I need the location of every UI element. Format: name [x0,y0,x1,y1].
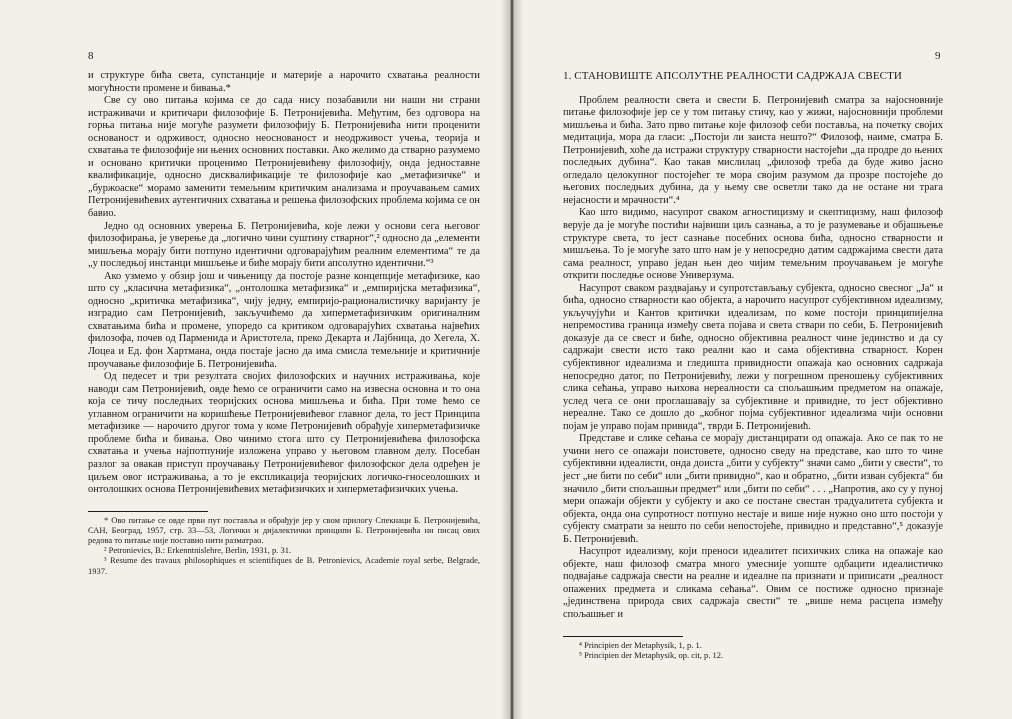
page-number-left: 8 [88,50,94,62]
left-footnote-rule [88,511,208,512]
left-paragraph-4: Ако узмемо у обзир још и чињеницу да постоје разне концепције метафизике, као што су „класична метафизика“, „онтолошка метафизика“ и „емпиријска метафизика“, односно „критичка метафизика“, чију једну, емпиријо-рационалистичку варијанту је изградио сам Петронијевић, закључићемо да хиперметафизичким оригиналним схватањима бића и промене, упоредо са критиком одговарајућих схватања највећих филозофа, почев од Парменида и Аристотела, преко Декарта и Лајбница, до Хегела, Х. Лоцеа и Ед. фон Хартмана, онда постаје јасно да има смисла темељније и критичније проучавање филозофије Б. Петронијевића. [88,270,480,370]
right-footnote-4: ⁴ Principien der Metaphysik, 1, p. 1. [579,639,702,650]
left-page [0,0,501,719]
left-paragraph-1: и структуре бића света, супстанције и материје а нарочито схватања реалности могућности промене и бивања.* [88,70,480,94]
left-paragraph-3: Једно од основних уверења Б. Петронијевића, које лежи у основи сега његовог филозофирања, је уверење да „логично чини суштину стварног“,² односно да „елементи мишљења морају бити потпуно идентични одговарајућим реалним елементима“ те да „у последњој инстанци мишљење и биће морају бити апсолутно идентични.“³ [88,220,480,270]
right-footnotes [563,640,943,660]
right-paragraph-5: Насупрот идеализму, који преноси идеалитет психичких слика на опажаје као објекте, наш филозоф сматра много умесније уопште одбацити идеалистичко подвајање садржаја свести на реалне и идеалне па признати и приписати „реалност опажених предмета и сликама сећања“. Овим се постиже односно признаје „јединствена природа свих садржаја свести“ те „више нема расцепа између спољашњег и [563,546,943,620]
left-text-block [88,70,480,576]
left-paragraph-5: Од педесет и три резултата својих филозофских и научних истраживања, које наводи сам Петронијевић, овде ћемо се ограничити само на извесна основна и то она која се тичу последњих теоријских основа мишљења и бића. При томе ћемо се углавном ограничити на коришћење Петронијевићевог главног дела, то јест Принципа метафизике — нарочито другог тома у коме Петронијевић обрађује хиперметафизичке проблеме бића и бивања. Ово чинимо стога што су Петронијевићева филозофска схватања и учења најпотпуније изложена управо у његовом главном делу. Посебан разлог за овакав приступ проучавању Петронијевићевог филозофског дела одређен је циљем овог истраживања, а то је експликација теоријских логичко-гносеолошких и онтолошких основа Петронијевићевих метафизичких и хиперметафизичких учења. [88,371,480,496]
right-page [523,0,1012,719]
book-gutter [501,0,523,719]
page-number-right: 9 [935,50,941,62]
right-footnote-rule [563,636,683,637]
right-paragraph-2: Као што видимо, насупрот сваком агностицизму и скептицизму, наш филозоф верује да је могуће постићи највиши циљ сазнања, а то је разумевање и објашњење структуре света, то јест сазнање посебних основа бића, односно стварности и мишљења. То је могуће зато што нам је у непосредно датим садржајима свести дата сама реалност, управо један њен део чијим темељним проучавањем је могуће открити последње основе Универзума. [563,207,943,282]
left-footnotes [88,515,480,576]
left-footnote-2: ² Petronievics, B.: Erkenntnislehre, Berlin, 1931, p. 31. [104,545,292,556]
right-footnote-5: ⁵ Principien der Metaphysik, op. cit, p. 12. [579,649,724,660]
right-text-block [563,70,943,660]
left-paragraph-2: Све су ово питања којима се до сада нису позабавили ни наши ни страни истраживачи и критичари филозофије Б. Петронијевића. Међутим, без одговора на горња питања није могуће разумети филозофију Б. Петронијевића нити проценити основаност и одрживост, односно неоснованост и неодрживост учења, теорија и схватања те филозофије ни њених основних поставки. Ако желимо да стварно разумемо и основано критички проценимо Петронијевићеву филозофију, онда једноставне квалификације, односно дисквалификације те филозофије као „метафизичке“ и „буржоаске“ морамо заменити темељним критичким анализама и проучавањем самих Петронијевићевих аутентичних схватања и решења филозофских проблема којима се он бавио. [88,95,480,220]
right-paragraph-1: Проблем реалности света и свести Б. Петронијевић сматра за најосновније питање филозофије јер се у том питању стичу, као у жижи, најосновнији проблеми мишљења и бића. Зато прво питање које филозоф себи поставља, на почетку својих медитација, мора да гласи: „Постоји ли заиста нешто?“ Филозоф, наиме, сматра Б. Петронијевић, хоће да истражи структуру стварности настојећи „да продре до њених последњих дубина“. Као такав мислилац „филозоф треба да буде живо јасно огледало целокупног постојећег те мора својим разумом да прозре постојеће до његових последњих дубина, да у њему све осветли тако да не остане ни трага нејасности и мрачности“.⁴ [563,94,943,206]
left-footnote-3: ³ Resume des travaux philosophiques et scientifiques de B. Petronievics, Academie royal serbe, Belgrade, 1937. [88,555,480,576]
left-footnote-star: * Ово питање се овде први пут поставља и обрађује јер у свом прилогу Спекнаци Б. Петронијевића, САН, Београд, 1957, стр. 33—53, Логички и дијалектички принципи Б. Петронијевића ни писац ових редова то питање није поставио нити разматрао. [88,514,480,545]
right-paragraph-4: Представе и слике сећања се морају дистанцирати од опажаја. Ако се пак то не учини него се опажаји поистовете, односно сведу на представе, као што то чине субјективни идеалисти, онда доиста „бити у субјекту“ значи само „бити у свести“, то јест „не бити по себи“ или „бити привидно“, као и обратно, „бити изван субјекта“ би значило „бити спољашњи предмет“ или „бити по себи“ . . . „Напротив, ако су у пуној мери опажаји објекти у субјекту и ако се постане свестан традуалитета субјекта и објекта, онда она супротност потпуно нестаје и више није нужно оно што постоји у субјекту сматрати за нешто по себи непостојеће, привидно и представно“,⁵ доказује Б. Петронијевић. [563,433,943,545]
right-paragraph-3: Насупрот сваком раздвајању и супротстављању субјекта, односно свесног „Ја“ и бића, односно стварности као објекта, а нарочито насупрот субјективном идеализму, укључујући и Кантов критички идеализам, по коме постоји принципијелна непремостива граница између света појава и света ствари по себи, Б. Петронијевић доказује да се свест и биће, односно објективна реалност чине јединство и да су садржаји свести исто тако реални као и сама објективна стварност. Корен субјективног идеализма и гледишта привидности опажаја као основних садржаја непосредно датог, по Петронијевићу, лежи у погрешном преношењу субјективних слика сећања, управо њихова нереалности са спољашњим предметом на опажаје, услед чега се они проглашавају за субјективне и привидне, то јест објективно нереалне. Тако се дошло до „кобног појма субјективног идеализма чији основни појам је управо појам привида“, тврди Б. Петронијевић. [563,282,943,432]
chapter-heading: 1. СТАНОВИШТЕ АПСОЛУТНЕ РЕАЛНОСТИ САДРЖАЈА СВЕСТИ [563,70,902,82]
